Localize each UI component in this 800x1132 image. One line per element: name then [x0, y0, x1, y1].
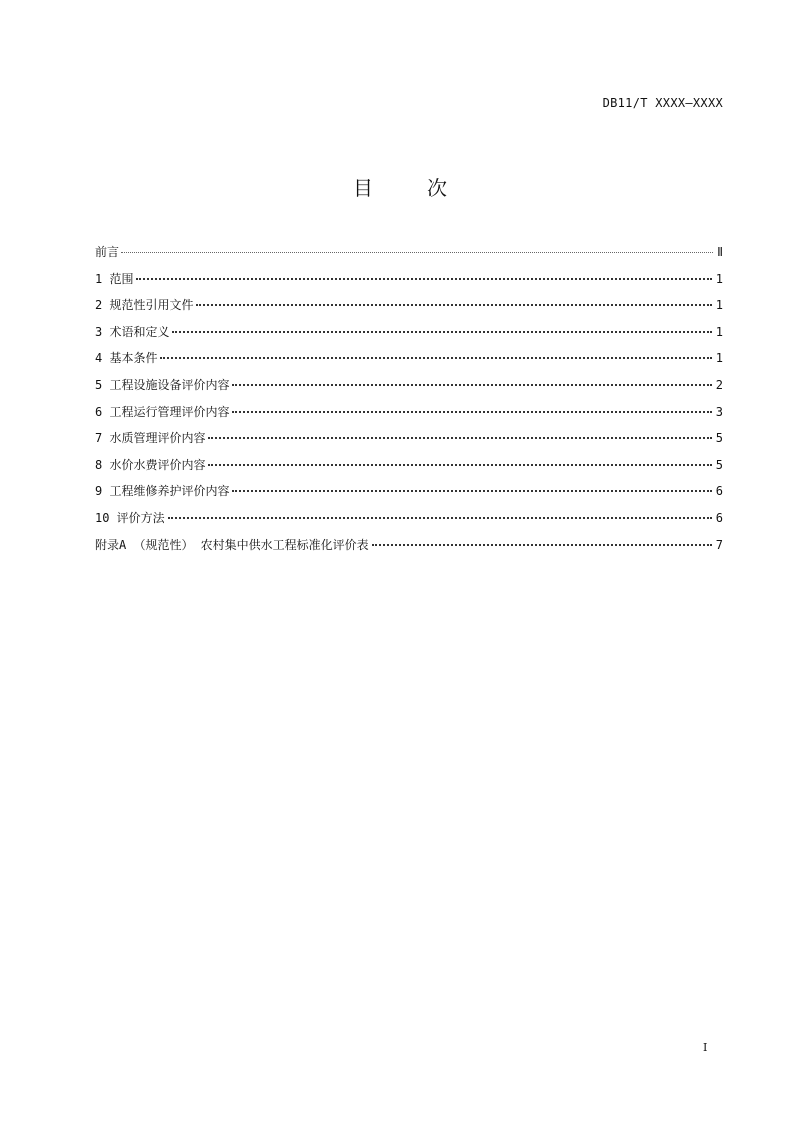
toc-entry[interactable] — [95, 509, 723, 536]
toc-entry-page: Ⅱ — [717, 245, 723, 259]
toc-entry-page: 5 — [715, 431, 723, 446]
table-of-contents — [95, 243, 723, 562]
toc-entry-label: 9 工程维修养护评价内容 — [95, 484, 230, 499]
toc-entry-label: 7 水质管理评价内容 — [95, 431, 206, 446]
title-char: 次 — [427, 176, 447, 200]
toc-entry-label: 8 水价水费评价内容 — [95, 457, 206, 472]
toc-entry[interactable] — [95, 429, 723, 456]
toc-entry[interactable] — [95, 456, 723, 483]
toc-entry-page: 3 — [715, 404, 723, 419]
toc-entry[interactable] — [95, 376, 723, 403]
toc-entry-page: 1 — [715, 324, 723, 339]
toc-entry-label: 5 工程设施设备评价内容 — [95, 377, 230, 392]
dot-leader — [208, 437, 712, 439]
toc-entry[interactable] — [95, 323, 723, 350]
dot-leader — [168, 517, 712, 519]
toc-entry[interactable] — [95, 270, 723, 297]
dot-leader — [121, 252, 713, 253]
dot-leader — [136, 278, 712, 280]
dot-leader — [208, 464, 712, 466]
toc-entry-label: 前言 — [95, 245, 120, 259]
toc-entry-page: 2 — [715, 377, 723, 392]
dot-leader — [232, 411, 712, 413]
dot-leader — [160, 357, 712, 359]
toc-entry[interactable] — [95, 243, 723, 270]
page-number: I — [703, 1041, 708, 1054]
toc-entry-page: 1 — [715, 351, 723, 366]
title-char: 目 — [353, 176, 373, 200]
toc-entry-page: 5 — [715, 457, 723, 472]
toc-entry-page: 6 — [715, 510, 723, 525]
dot-leader — [232, 490, 712, 492]
toc-entry[interactable] — [95, 536, 723, 563]
toc-entry-label: 3 术语和定义 — [95, 324, 170, 339]
toc-entry-label: 6 工程运行管理评价内容 — [95, 404, 230, 419]
toc-entry[interactable] — [95, 296, 723, 323]
toc-entry-label: 4 基本条件 — [95, 351, 158, 366]
dot-leader — [196, 304, 712, 306]
dot-leader — [232, 384, 712, 386]
dot-leader — [172, 331, 712, 333]
toc-entry-label: 1 范围 — [95, 271, 134, 286]
toc-entry-page: 1 — [715, 271, 723, 286]
toc-entry-page: 6 — [715, 484, 723, 499]
dot-leader — [372, 544, 712, 546]
toc-entry-label: 2 规范性引用文件 — [95, 298, 194, 313]
toc-entry[interactable] — [95, 349, 723, 376]
toc-entry[interactable] — [95, 403, 723, 430]
toc-entry-label: 10 评价方法 — [95, 510, 165, 525]
toc-entry[interactable] — [95, 482, 723, 509]
toc-entry-label: 附录A （规范性） 农村集中供水工程标准化评价表 — [95, 537, 369, 552]
toc-entry-page: 7 — [715, 537, 723, 552]
page-title — [0, 172, 800, 201]
document-code: DB11/T XXXX—XXXX — [602, 96, 723, 110]
toc-entry-page: 1 — [715, 298, 723, 313]
